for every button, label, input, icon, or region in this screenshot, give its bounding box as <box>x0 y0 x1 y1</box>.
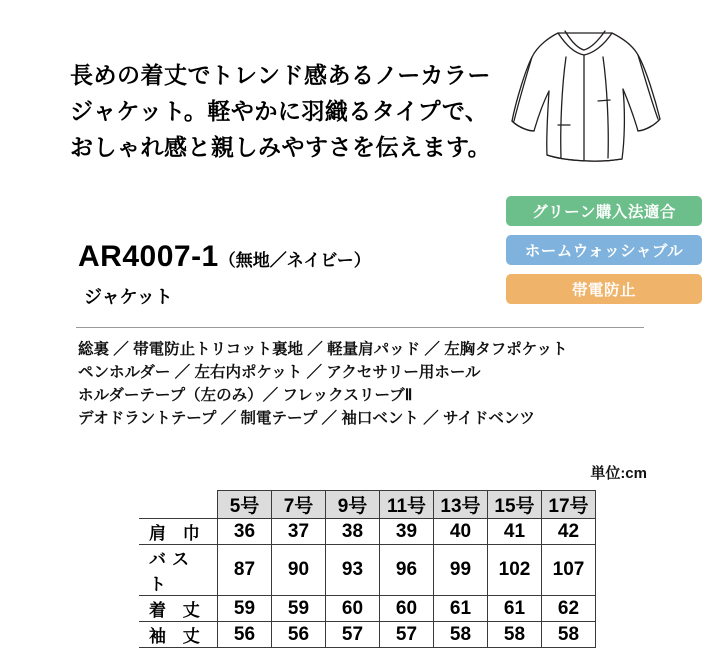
badge-green-purchasing <box>506 196 702 226</box>
table-cell: 99 <box>434 545 488 596</box>
table-cell: 61 <box>434 596 488 622</box>
product-type: ジャケット <box>84 287 173 307</box>
table-header-row <box>139 491 596 519</box>
row-label: 着 丈 <box>139 596 218 622</box>
feature-list <box>78 338 658 430</box>
size-table-container <box>139 490 596 648</box>
table-row <box>139 596 596 622</box>
table-row <box>139 622 596 648</box>
table-cell: 37 <box>272 519 326 545</box>
size-column-header: 13号 <box>434 491 488 519</box>
feature-line-4: デオドラントテープ ／ 制電テープ ／ 袖口ベント ／ サイドベンツ <box>78 410 535 427</box>
product-color: （無地／ネイビー） <box>218 251 371 270</box>
badge-label: ホームウォッシャブル <box>524 243 684 260</box>
table-row <box>139 519 596 545</box>
badge-list <box>502 196 702 304</box>
table-cell: 87 <box>218 545 272 596</box>
table-cell: 62 <box>542 596 596 622</box>
size-column-header: 9号 <box>326 491 380 519</box>
row-label: 肩 巾 <box>139 519 218 545</box>
size-column-header: 11号 <box>380 491 434 519</box>
table-cell: 60 <box>326 596 380 622</box>
feature-line-1: 総裏 ／ 帯電防止トリコット裏地 ／ 軽量肩パッド ／ 左胸タフポケット <box>78 341 568 358</box>
table-cell: 39 <box>380 519 434 545</box>
table-cell: 38 <box>326 519 380 545</box>
badge-label: 帯電防止 <box>571 282 636 299</box>
feature-line-3: ホルダーテープ（左のみ）／ フレックスリーブⅡ <box>78 387 413 404</box>
product-code-number: AR4007-1 <box>78 240 219 273</box>
table-cell: 107 <box>542 545 596 596</box>
table-cell: 90 <box>272 545 326 596</box>
badge-home-washable <box>506 235 702 265</box>
table-cell: 102 <box>488 545 542 596</box>
table-cell: 42 <box>542 519 596 545</box>
table-cell: 93 <box>326 545 380 596</box>
table-row <box>139 545 596 596</box>
size-column-header: 5号 <box>218 491 272 519</box>
table-corner-cell <box>139 491 218 519</box>
size-column-header: 15号 <box>488 491 542 519</box>
size-table <box>139 490 596 648</box>
table-cell: 58 <box>434 622 488 648</box>
row-label: バスト <box>139 545 218 596</box>
size-column-header: 17号 <box>542 491 596 519</box>
feature-line-2: ペンホルダー ／ 左右内ポケット ／ アクセサリー用ホール <box>78 364 481 381</box>
table-cell: 57 <box>326 622 380 648</box>
badge-antistatic <box>506 274 702 304</box>
description-line-2: ジャケット。軽やかに羽織るタイプで、 <box>70 98 489 124</box>
row-label: 袖 丈 <box>139 622 218 648</box>
jacket-illustration <box>470 5 710 180</box>
table-cell: 59 <box>272 596 326 622</box>
badge-label: グリーン購入法適合 <box>532 204 676 221</box>
description-line-1: 長めの着丈でトレンド感あるノーカラー <box>70 62 491 88</box>
product-description <box>70 57 490 165</box>
table-cell: 41 <box>488 519 542 545</box>
table-cell: 56 <box>218 622 272 648</box>
table-cell: 96 <box>380 545 434 596</box>
size-column-header: 7号 <box>272 491 326 519</box>
table-cell: 60 <box>380 596 434 622</box>
table-cell: 61 <box>488 596 542 622</box>
description-line-3: おしゃれ感と親しみやすさを伝えます。 <box>70 134 492 160</box>
table-cell: 40 <box>434 519 488 545</box>
unit-label: 単位:cm <box>590 465 647 482</box>
table-cell: 56 <box>272 622 326 648</box>
table-cell: 57 <box>380 622 434 648</box>
table-cell: 59 <box>218 596 272 622</box>
product-code <box>78 240 371 274</box>
table-cell: 58 <box>542 622 596 648</box>
table-cell: 36 <box>218 519 272 545</box>
table-cell: 58 <box>488 622 542 648</box>
section-divider <box>76 327 644 328</box>
